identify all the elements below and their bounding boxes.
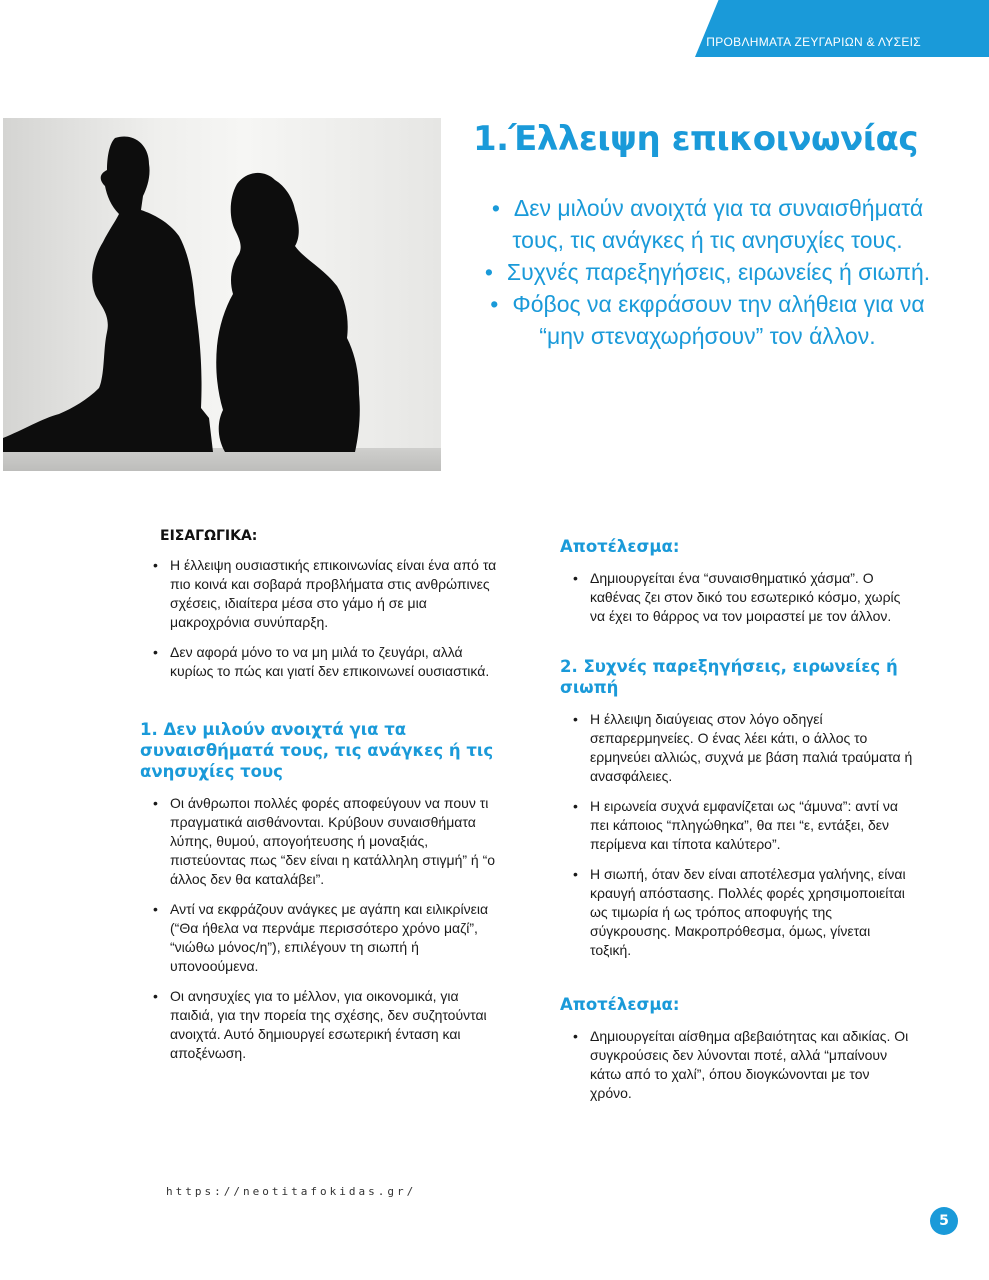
list-item: • Η έλλειψη διαύγειας στον λόγο οδηγεί σεπαρερμηνείες. Ο ένας λέει κάτι, ο άλλος το ερμηνεύει αλλιώς, συχνά με βάση παλιά τραύματα ή ανασφάλειες. — [560, 710, 915, 786]
couple-photo — [3, 118, 441, 471]
page-number-badge: 5 — [930, 1207, 958, 1235]
right-column — [560, 536, 915, 1114]
list-item: • Η σιωπή, όταν δεν είναι αποτέλεσμα γαλήνης, είναι κραυγή απόστασης. Πολλές φορές χρησιμοποιείται ως τιμωρία ή ως τρόπος αποφυγής της σύγκρουσης. Μακροπρόθεσμα, όμως, γίνεται τοξική. — [560, 865, 915, 960]
hero-bullet: • Συχνές παρεξηγήσεις, ειρωνείες ή σιωπή. — [480, 256, 935, 288]
list-item: • Αντί να εκφράζουν ανάγκες με αγάπη και ειλικρίνεια (“Θα ήθελα να περνάμε περισσότερο χρόνο μαζί”, “νιώθω μόνος/η”), επιλέγουν τη σιωπή ή υπονοούμενα. — [140, 900, 500, 976]
couple-silhouette-image — [3, 118, 441, 471]
list-item: • Οι ανησυχίες για το μέλλον, για οικονομικά, για παιδιά, για την πορεία της σχέσης, δεν συζητούνται ανοιχτά. Αυτό δημιουργεί εσωτερική ένταση και αποξένωση. — [140, 987, 500, 1063]
section2-heading: 2. Συχνές παρεξηγήσεις, ειρωνείες ή σιωπή — [560, 657, 898, 697]
intro-list — [140, 556, 500, 681]
section1-heading: 1. Δεν μιλούν ανοιχτά για τα συναισθήματά τους, τις ανάγκες ή τις ανησυχίες τους — [140, 720, 494, 781]
hero-bullet-list — [480, 192, 935, 352]
section2-list — [560, 710, 915, 960]
section1-list — [140, 794, 500, 1063]
list-item: • Η έλλειψη ουσιαστικής επικοινωνίας είναι ένα από τα πιο κοινά και σοβαρά προβλήματα στις ανθρώπινες σχέσεις, ιδιαίτερα μέσα στο γάμο ή σε μια μακροχρόνια συνύπαρξη. — [140, 556, 500, 632]
main-title: 1.Έλλειψη επικοινωνίας — [473, 119, 919, 159]
list-item: • Δημιουργείται αίσθημα αβεβαιότητας και αδικίας. Οι συγκρούσεις δεν λύνονται ποτέ, αλλά “μπαίνουν κάτω από το χαλί”, όπου διογκώνονται με τον χρόνο. — [560, 1027, 915, 1103]
intro-heading: ΕΙΣΑΓΩΓΙΚΑ: — [160, 528, 258, 544]
result1-list — [560, 569, 915, 626]
footer-url-link[interactable]: https://neotitafokidas.gr/ — [166, 1185, 417, 1198]
hero-bullet: • Φόβος να εκφράσουν την αλήθεια για να “μην στεναχωρήσουν” τον άλλον. — [480, 288, 935, 352]
result1-heading: Αποτέλεσμα: — [560, 537, 680, 556]
list-item: • Δεν αφορά μόνο το να μη μιλά το ζευγάρι, αλλά κυρίως το πώς και γιατί δεν επικοινωνεί ουσιαστικά. — [140, 643, 500, 681]
result2-heading: Αποτέλεσμα: — [560, 995, 680, 1014]
hero-bullet: • Δεν μιλούν ανοιχτά για τα συναισθήματά τους, τις ανάγκες ή τις ανησυχίες τους. — [480, 192, 935, 256]
result2-list — [560, 1027, 915, 1103]
list-item: • Δημιουργείται ένα “συναισθηματικό χάσμα”. Ο καθένας ζει στον δικό του εσωτερικό κόσμο, χωρίς να έχει το θάρρος να τον μοιραστεί με τον άλλον. — [560, 569, 915, 626]
list-item: • Η ειρωνεία συχνά εμφανίζεται ως “άμυνα”: αντί να πει κάποιος “πληγώθηκα”, θα πει “ε, εντάξει, δεν περίμενα και τίποτα καλύτερο”. — [560, 797, 915, 854]
list-item: • Οι άνθρωποι πολλές φορές αποφεύγουν να πουν τι πραγματικά αισθάνονται. Κρύβουν συναισθήματα λύπης, θυμού, απογοήτευσης ή μοναξιάς, πιστεύοντας πως “δεν είναι η κατάλληλη στιγμή” ή “ο άλλος δεν θα καταλάβει”. — [140, 794, 500, 889]
left-column — [140, 528, 500, 1074]
header-banner-text: ΠΡΟΒΛΗΜΑΤΑ ΖΕΥΓΑΡΙΩΝ & ΛΥΣΕΙΣ — [706, 35, 921, 49]
